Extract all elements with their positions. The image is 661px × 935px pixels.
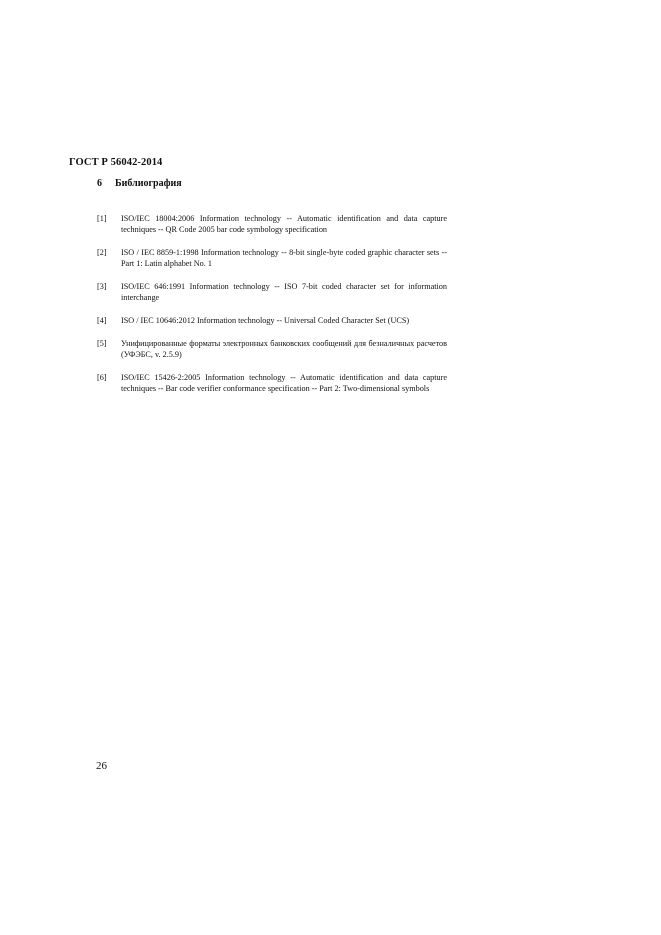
reference-number: [4] (97, 316, 107, 325)
reference-text: ISO/IEC 15426-2:2005 Information technology -- Automatic identification and data capture techniques -- Bar code verifier conformance specification -- Part 2: Two-dimensional symbols (121, 373, 447, 393)
bibliography-entry (97, 247, 447, 269)
reference-text: ISO/IEC 646:1991 Information technology -- ISO 7-bit coded character set for information interchange (121, 282, 447, 302)
page-number: 26 (96, 760, 107, 772)
bibliography-entry (97, 372, 447, 394)
bibliography-entry (97, 213, 447, 235)
reference-number: [5] (97, 339, 107, 348)
reference-text: ISO / IEC 8859-1:1998 Information technology -- 8-bit single-byte coded graphic character sets -- Part 1: Latin alphabet No. 1 (121, 248, 447, 268)
bibliography-entry (97, 315, 447, 326)
section-number: 6 (97, 178, 102, 189)
document-code: ГОСТ Р 56042-2014 (69, 157, 163, 168)
reference-number: [6] (97, 373, 107, 382)
reference-number: [3] (97, 282, 107, 291)
section-heading (97, 178, 182, 189)
bibliography-entry (97, 281, 447, 303)
reference-text: ISO/IEC 18004:2006 Information technology -- Automatic identification and data capture techniques -- QR Code 2005 bar code symbology specification (121, 214, 447, 234)
bibliography-list (97, 213, 447, 406)
bibliography-entry (97, 338, 447, 360)
reference-text: ISO / IEC 10646:2012 Information technology -- Universal Coded Character Set (UCS) (121, 316, 410, 325)
section-title: Библиография (115, 178, 182, 189)
reference-number: [2] (97, 248, 107, 257)
reference-number: [1] (97, 214, 107, 223)
reference-text: Унифицированные форматы электронных банковских сообщений для безналичных расчетов (УФЭБС, v. 2.5.9) (121, 339, 447, 359)
